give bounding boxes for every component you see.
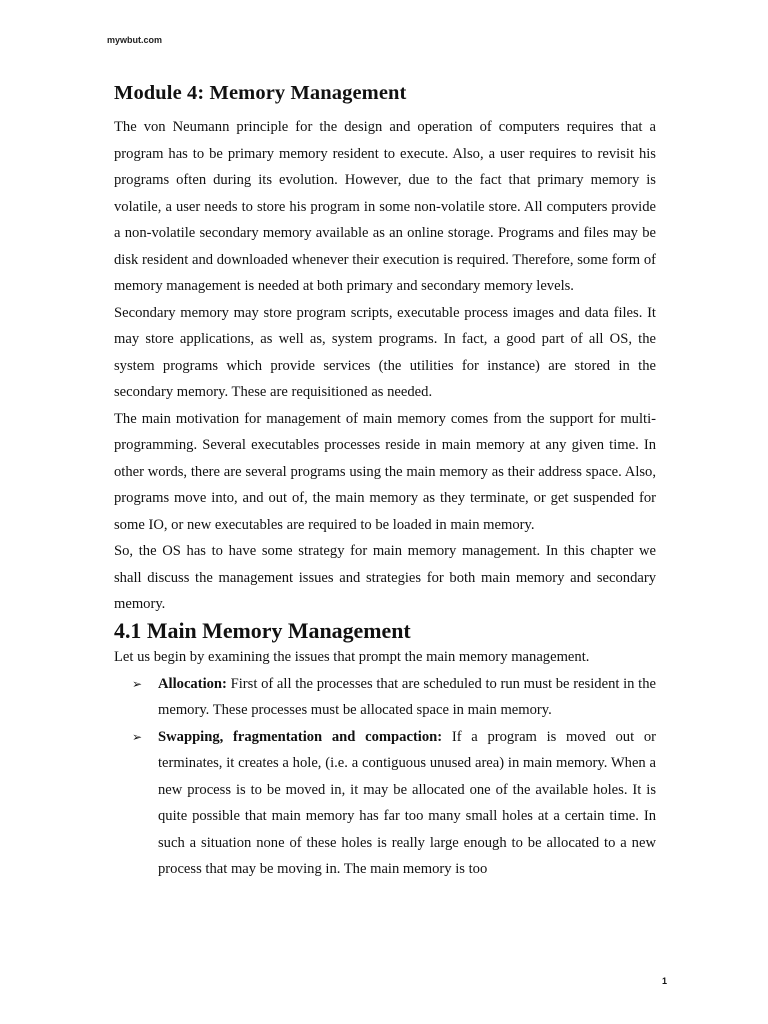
bullet-item-swapping <box>132 724 657 883</box>
bullet-text: First of all the processes that are scheduled to run must be resident in the memory. These processes must be allocated space in main memory. <box>158 675 656 718</box>
paragraph-4: So, the OS has to have some strategy for main memory management. In this chapter we shall discuss the management issues and strategies for both main memory and secondary memory. <box>114 543 656 612</box>
arrowhead-bullet-icon: ➢ <box>132 729 143 744</box>
bullet-term: Swapping, fragmentation and compaction: <box>158 728 443 745</box>
paragraph-2: Secondary memory may store program scripts, executable process images and data files. It may store applications, as well as, system programs. In fact, a good part of all OS, the system programs which provide services (the utilities for instance) are stored in the secondary memory. These are requisitioned as needed. <box>114 304 656 400</box>
paragraph-3: The main motivation for management of main memory comes from the support for multi-programming. Several executables processes reside in main memory at any given time. In other words, there are several programs using the main memory as their address space. Also, programs move into, and out of, the main memory as they terminate, or get suspended for some IO, or new executables are required to be loaded in main memory. <box>114 410 656 533</box>
paragraph-1: The von Neumann principle for the design and operation of computers requires that a program has to be primary memory resident to execute. Also, a user requires to revisit his programs often during its evolution. However, due to the fact that primary memory is volatile, a user needs to store his program in some non-volatile store. All computers provide a non-volatile secondary memory available as an online storage. Programs and files may be disk resident and downloaded whenever their execution is required. Therefore, some form of memory management is needed at both primary and secondary memory levels. <box>114 119 656 294</box>
page-title: Module 4: Memory Management <box>114 82 407 104</box>
bullet-text: If a program is moved out or terminates, it creates a hole, (i.e. a contiguous unused area) in main memory. When a new process is to be moved in, it may be allocated one of the available holes. It is quite possible that main memory has far too many small holes at a certain time. In such a situation none of these holes is really large enough to be allocated to a new process that may be moving in. The main memory is too <box>158 728 657 877</box>
document-body <box>114 114 656 883</box>
section-intro: Let us begin by examining the issues that prompt the main memory management. <box>114 649 590 665</box>
bullet-item-allocation <box>132 671 656 724</box>
site-header: mywbut.com <box>107 35 163 45</box>
section-heading: 4.1 Main Memory Management <box>114 617 411 643</box>
bullet-term: Allocation: <box>158 675 227 692</box>
page-number: 1 <box>662 976 668 986</box>
arrowhead-bullet-icon: ➢ <box>132 676 143 691</box>
bullet-list <box>114 671 656 883</box>
